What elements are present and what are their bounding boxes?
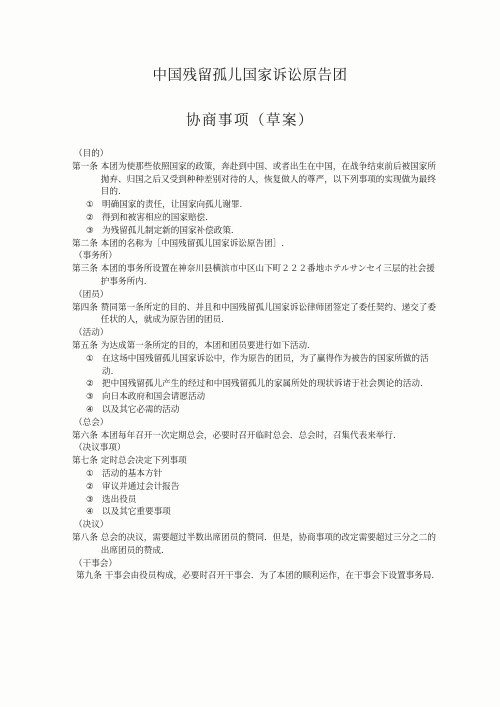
article-text: 定时总会决定下列事项 <box>100 456 187 467</box>
item-number: ③ <box>86 225 94 236</box>
article-block <box>72 519 437 557</box>
list-item <box>86 468 437 481</box>
list-item <box>86 212 437 225</box>
section-heading: （干事会） <box>74 558 117 569</box>
list-item <box>86 404 437 417</box>
section-heading: （事务所） <box>74 251 117 262</box>
article-block <box>72 327 437 417</box>
list-item <box>86 225 437 238</box>
item-text: 把中国残留孤儿产生的经过和中国残留孤儿的家属所处的现状诉诸于社会舆论的活动. <box>102 379 423 390</box>
article-text: 本团为使那些依照国家的政策，奔赴到中国、或者出生在中国，在战争结束前后被国家所抛弃、归国之后又受到种种差别对待的人，恢复做人的尊严，以下列事项的实现做为最终目的. <box>100 161 436 198</box>
article <box>72 532 437 558</box>
section-heading: （总会） <box>74 417 109 428</box>
item-text: 向日本政府和国会请愿活动 <box>102 392 206 403</box>
list-item <box>86 199 437 212</box>
article-label: 第八条 <box>72 532 98 543</box>
article-label: 第三条 <box>72 264 98 275</box>
article-item-list <box>72 468 437 519</box>
article-text: 赞同第一条所定的目的、并且和中国残留孤儿国家诉讼律师团签定了委任契约、递交了委任状的人，就成为原告团的团员. <box>100 302 436 326</box>
article-block <box>72 442 437 519</box>
item-number: ① <box>86 468 94 479</box>
item-text: 得到和被害相应的国家赔偿. <box>102 212 208 223</box>
article <box>72 161 437 199</box>
article-text: 本团的事务所设置在神奈川县横滨市中区山下町２２２番地ホテルサンセイ三层的社会援护事务所内. <box>100 264 435 287</box>
item-text: 在这场中国残留孤儿国家诉讼中，作为原告的团员，为了赢得作为被告的国家所做的活动. <box>102 353 429 377</box>
item-text: 以及其它重要事项 <box>102 507 171 518</box>
item-number: ② <box>86 481 94 492</box>
article-text: 为达成第一条所定的目的，本团和团员要进行如下活动. <box>100 340 310 351</box>
item-text: 为残留孤儿制定新的国家补偿政策. <box>102 225 234 236</box>
item-text: 明确国家的责任，让国家向孤儿谢罪. <box>102 200 243 211</box>
item-number: ② <box>86 212 94 223</box>
article-text: 本团每年召开一次定期总会，必要时召开临时总会．总会时，召集代表来举行. <box>100 430 396 441</box>
article-label: 第五条 <box>72 340 98 351</box>
article-item-list <box>72 199 437 237</box>
article <box>72 302 437 328</box>
item-text: 审议并通过会计报告 <box>102 481 180 492</box>
article-label: 第四条 <box>72 302 98 313</box>
list-item <box>86 506 437 519</box>
list-item <box>86 353 437 379</box>
item-number: ① <box>86 200 94 211</box>
document-subtitle: 协商事项（草案） <box>186 113 314 129</box>
article-label: 第二条 <box>72 238 98 249</box>
article-text: 本团的名称为［中国残留孤儿国家诉讼原告团］. <box>100 238 284 249</box>
list-item <box>86 378 437 391</box>
item-number: ② <box>86 379 94 390</box>
article <box>72 430 437 443</box>
article-text: 干事会由役员构成，必要时召开干事会．为了本团的顺利运作，在干事会下设置事务局. <box>104 571 435 582</box>
article-block <box>72 238 437 251</box>
article-label: 第六条 <box>72 430 98 441</box>
list-item <box>86 391 437 404</box>
document-title: 中国残留孤儿国家诉讼原告团 <box>152 68 348 84</box>
item-text: 以及其它必需的活动 <box>102 404 180 415</box>
article-text: 总会的决议，需要超过半数出席团员的赞同．但是，协商事项的改定需要超过三分之二的出席团员的赞成. <box>100 532 436 556</box>
item-text: 选出役员 <box>102 494 137 505</box>
item-number: ③ <box>86 494 94 505</box>
section-heading: （决议） <box>74 520 109 531</box>
list-item <box>86 494 437 507</box>
list-item <box>86 481 437 494</box>
item-text: 活动的基本方针 <box>102 468 163 479</box>
article-block <box>72 148 437 238</box>
section-heading: （活动） <box>74 328 109 339</box>
article-block <box>72 250 437 288</box>
article-label: 第一条 <box>72 161 98 172</box>
article <box>72 263 437 289</box>
section-heading: （决议事项） <box>74 443 126 454</box>
section-heading: （团员） <box>74 289 109 300</box>
item-number: ① <box>86 353 94 364</box>
article-label: 第七条 <box>72 456 98 467</box>
article-block <box>72 558 437 584</box>
item-number: ④ <box>86 507 94 518</box>
item-number: ④ <box>86 404 94 415</box>
item-number: ③ <box>86 392 94 403</box>
article-block <box>72 289 437 327</box>
article-item-list <box>72 353 437 417</box>
article <box>72 340 437 353</box>
section-heading: （目的） <box>74 149 109 159</box>
article <box>72 455 437 468</box>
article-label: 第九条 <box>76 571 102 582</box>
article-block <box>72 417 437 443</box>
document-body <box>72 148 437 583</box>
article <box>76 570 437 583</box>
article <box>72 238 437 251</box>
